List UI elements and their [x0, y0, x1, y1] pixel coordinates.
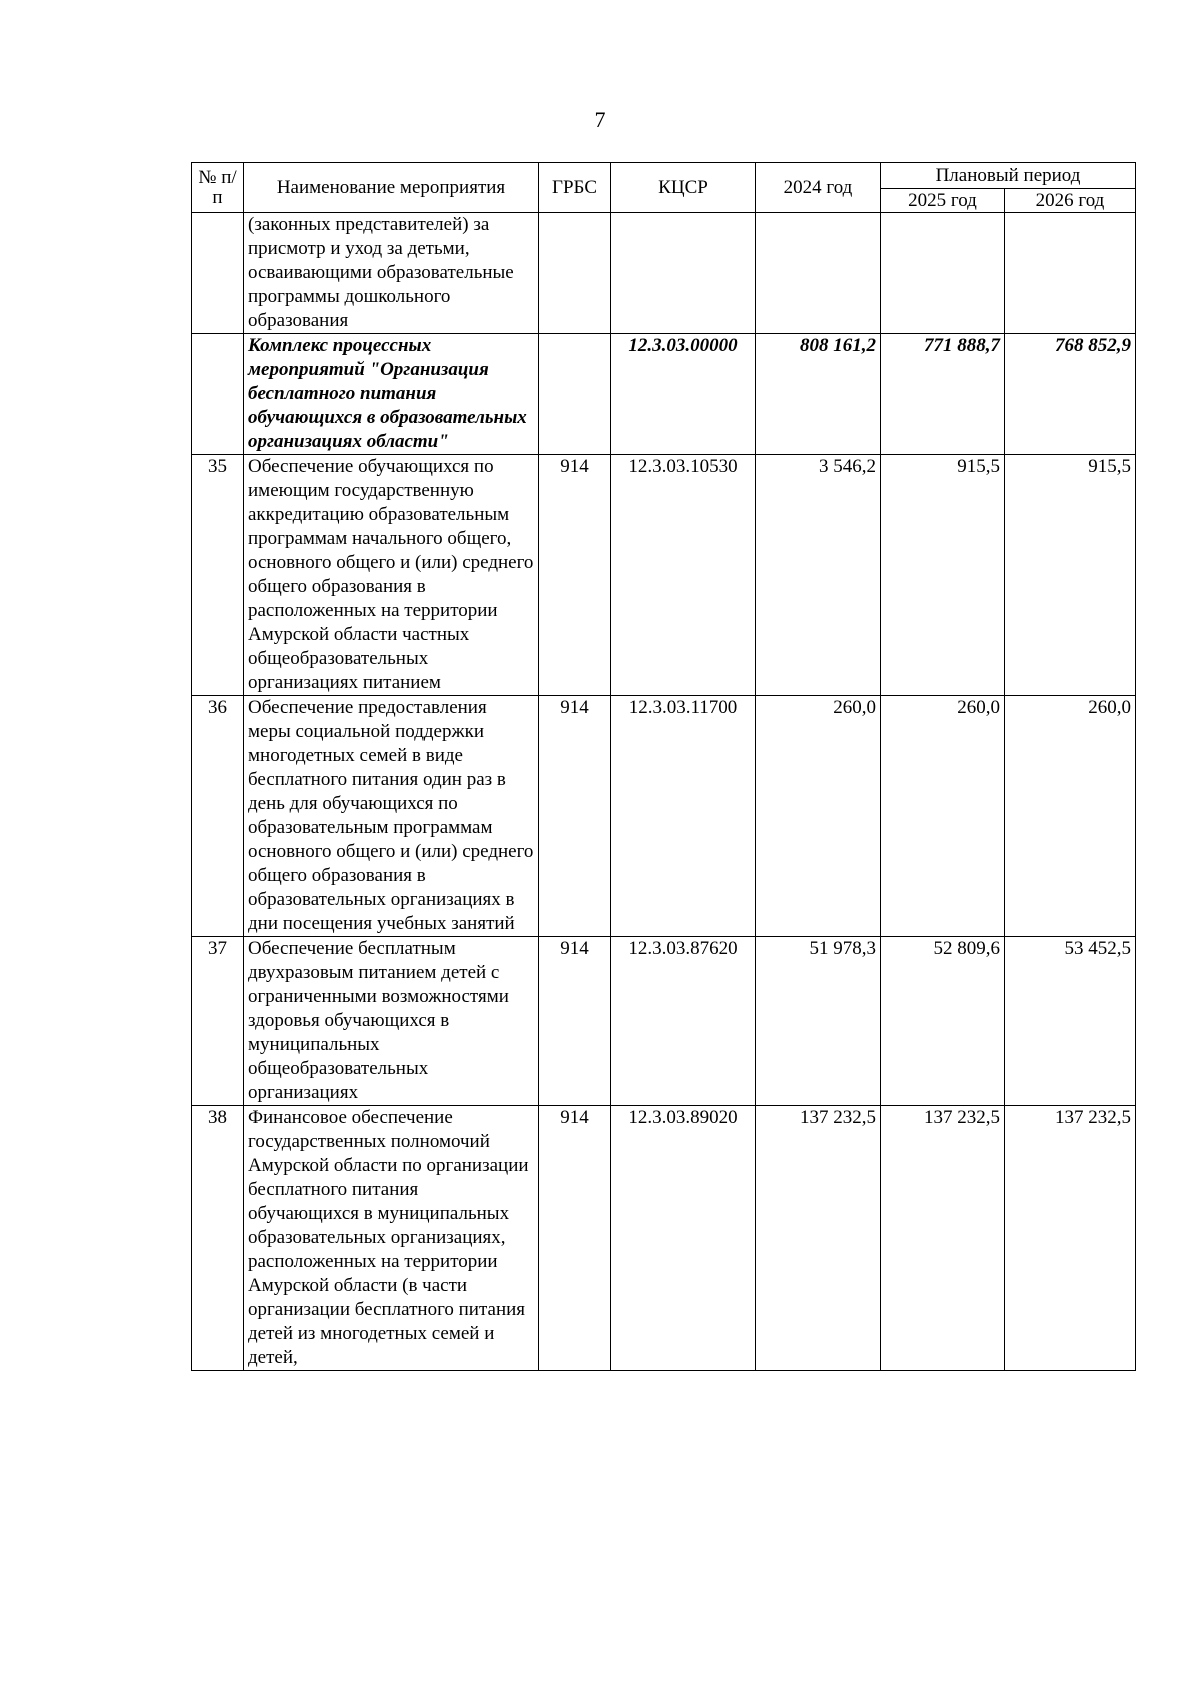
cell-2026: 260,0	[1005, 696, 1136, 937]
cell-grbs: 914	[539, 1106, 611, 1371]
cell-kcsr	[611, 213, 756, 334]
cell-2025: 137 232,5	[881, 1106, 1005, 1371]
cell-2024: 808 161,2	[756, 334, 881, 455]
cell-activity-name: Комплекс процессных мероприятий "Организация бесплатного питания обучающихся в образовательных организациях области"	[244, 334, 539, 455]
cell-number: 38	[192, 1106, 244, 1371]
cell-2026: 915,5	[1005, 455, 1136, 696]
table-row	[192, 937, 1136, 1106]
cell-2025: 915,5	[881, 455, 1005, 696]
cell-2024: 51 978,3	[756, 937, 881, 1106]
header-name: Наименование мероприятия	[244, 163, 539, 213]
cell-grbs	[539, 213, 611, 334]
cell-kcsr: 12.3.03.89020	[611, 1106, 756, 1371]
header-2026: 2026 год	[1005, 189, 1136, 213]
header-grbs: ГРБС	[539, 163, 611, 213]
table-body	[192, 213, 1136, 1371]
budget-table	[191, 162, 1136, 1371]
cell-2024	[756, 213, 881, 334]
page-number: 7	[594, 107, 606, 132]
header-no: № п/п	[192, 163, 244, 213]
cell-2024: 260,0	[756, 696, 881, 937]
table-row	[192, 455, 1136, 696]
cell-activity-name: Обеспечение обучающихся по имеющим государственную аккредитацию образовательным программам начального общего, основного общего и (или) среднего общего образования в расположенных на территории Амурской области частных общеобразовательных организациях питанием	[244, 455, 539, 696]
cell-number: 35	[192, 455, 244, 696]
table-row-section	[192, 334, 1136, 455]
cell-2024: 137 232,5	[756, 1106, 881, 1371]
cell-activity-name: (законных представителей) за присмотр и уход за детьми, осваивающими образовательные программы дошкольного образования	[244, 213, 539, 334]
cell-2025: 771 888,7	[881, 334, 1005, 455]
cell-2026: 768 852,9	[1005, 334, 1136, 455]
cell-number	[192, 213, 244, 334]
cell-kcsr: 12.3.03.11700	[611, 696, 756, 937]
cell-grbs: 914	[539, 937, 611, 1106]
cell-grbs	[539, 334, 611, 455]
cell-activity-name: Финансовое обеспечение государственных полномочий Амурской области по организации бесплатного питания обучающихся в муниципальных образовательных организациях, расположенных на территории Амурской области (в части организации бесплатного питания детей из многодетных семей и детей,	[244, 1106, 539, 1371]
header-2025: 2025 год	[881, 189, 1005, 213]
cell-grbs: 914	[539, 696, 611, 937]
header-planned-period: Плановый период	[881, 163, 1136, 189]
cell-2026	[1005, 213, 1136, 334]
cell-grbs: 914	[539, 455, 611, 696]
cell-2026: 53 452,5	[1005, 937, 1136, 1106]
table-row	[192, 696, 1136, 937]
cell-2024: 3 546,2	[756, 455, 881, 696]
cell-2026: 137 232,5	[1005, 1106, 1136, 1371]
header-2024: 2024 год	[756, 163, 881, 213]
table-row	[192, 1106, 1136, 1371]
cell-number: 36	[192, 696, 244, 937]
table-row	[192, 213, 1136, 334]
cell-2025	[881, 213, 1005, 334]
header-kcsr: КЦСР	[611, 163, 756, 213]
cell-kcsr: 12.3.03.87620	[611, 937, 756, 1106]
cell-2025: 260,0	[881, 696, 1005, 937]
cell-2025: 52 809,6	[881, 937, 1005, 1106]
cell-activity-name: Обеспечение предоставления меры социальной поддержки многодетных семей в виде бесплатного питания один раз в день для обучающихся по образовательным программам основного общего и (или) среднего общего образования в образовательных организациях в дни посещения учебных занятий	[244, 696, 539, 937]
cell-kcsr: 12.3.03.00000	[611, 334, 756, 455]
cell-number	[192, 334, 244, 455]
cell-activity-name: Обеспечение бесплатным двухразовым питанием детей с ограниченными возможностями здоровья обучающихся в муниципальных общеобразовательных организациях	[244, 937, 539, 1106]
cell-number: 37	[192, 937, 244, 1106]
cell-kcsr: 12.3.03.10530	[611, 455, 756, 696]
